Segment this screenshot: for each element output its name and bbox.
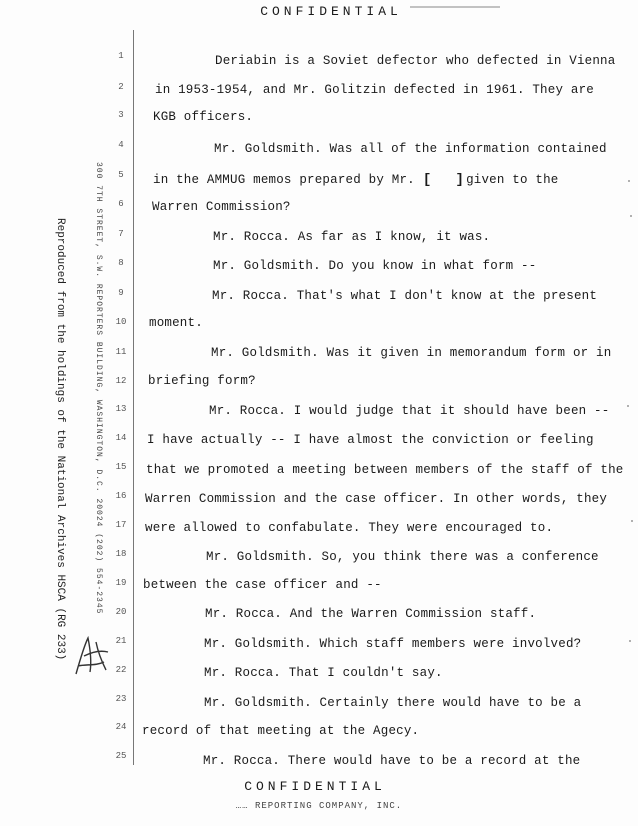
line-number: 15	[115, 462, 127, 472]
scan-speck	[629, 640, 631, 642]
line-number: 2	[118, 82, 124, 92]
line-number: 19	[115, 578, 127, 588]
line-number: 20	[115, 607, 127, 617]
transcript-line: Deriabin is a Soviet defector who defected in Vienna	[215, 54, 616, 68]
redaction-bracket-icon: [	[422, 172, 432, 188]
line-number: 25	[115, 751, 127, 761]
line-number: 24	[115, 722, 127, 732]
transcript-line: in 1953-1954, and Mr. Golitzin defected in 1961. They are	[155, 83, 594, 97]
transcript-line: Mr. Rocca. That's what I don't know at the present	[212, 289, 598, 303]
line-number: 23	[115, 694, 127, 704]
line-number: 13	[115, 404, 127, 414]
transcript-line: were allowed to confabulate. They were encouraged to.	[145, 521, 554, 535]
transcript-line: Mr. Goldsmith. So, you think there was a conference	[206, 550, 599, 564]
redaction-bracket-icon: ]	[455, 172, 465, 188]
line-number: 11	[115, 347, 127, 357]
scan-speck	[630, 215, 632, 217]
transcript-line: Warren Commission?	[152, 200, 291, 214]
transcript-line: KGB officers.	[153, 110, 254, 124]
line-number: 3	[118, 110, 124, 120]
scan-speck	[628, 180, 630, 182]
line-number: 17	[115, 520, 127, 530]
transcript-line: Mr. Rocca. As far as I know, it was.	[213, 230, 491, 244]
transcript-line: Mr. Rocca. There would have to be a record at the	[203, 754, 581, 768]
line-number: 9	[118, 288, 124, 298]
transcript-line: moment.	[149, 316, 203, 330]
line-number: 1	[118, 51, 124, 61]
confidential-footer: CONFIDENTIAL	[244, 779, 386, 794]
transcript-line: Mr. Goldsmith. Certainly there would have to be a	[204, 696, 582, 710]
line-number: 5	[118, 170, 124, 180]
transcript-line: Mr. Rocca. That I couldn't say.	[204, 666, 443, 680]
transcript-line: briefing form?	[148, 374, 256, 388]
transcript-line: Mr. Goldsmith. Was all of the information contained	[214, 142, 607, 156]
transcript-line: I have actually -- I have almost the conviction or feeling	[147, 433, 594, 447]
scan-speck	[627, 405, 629, 407]
transcript-line: between the case officer and --	[143, 578, 382, 592]
transcript-line-part: in the AMMUG memos prepared by Mr.	[153, 173, 415, 187]
line-number: 18	[115, 549, 127, 559]
line-number: 14	[115, 433, 127, 443]
reporter-address-caption: 300 7TH STREET, S.W. REPORTERS BUILDING, WASHINGTON, D.C. 20024 (202) 554-2345	[94, 162, 103, 615]
transcript-line-part: given to the	[466, 173, 559, 187]
line-number: 16	[115, 491, 127, 501]
line-number: 12	[115, 376, 127, 386]
reporting-company-footer: …… REPORTING COMPANY, INC.	[235, 801, 403, 811]
line-number: 6	[118, 199, 124, 209]
transcript-line: Mr. Rocca. And the Warren Commission staff.	[205, 607, 537, 621]
line-number: 10	[115, 317, 127, 327]
line-number: 22	[115, 665, 127, 675]
transcript-line: Mr. Goldsmith. Do you know in what form --	[213, 259, 537, 273]
handwritten-initials-icon	[70, 630, 114, 680]
line-number: 7	[118, 229, 124, 239]
line-number: 21	[115, 636, 127, 646]
transcript-line: Mr. Goldsmith. Which staff members were involved?	[204, 637, 582, 651]
transcript-line	[153, 172, 558, 188]
transcript-line: Warren Commission and the case officer. In other words, they	[145, 492, 608, 506]
scan-speck	[631, 520, 633, 522]
transcript-line: that we promoted a meeting between members of the staff of the	[146, 463, 624, 477]
line-number: 4	[118, 140, 124, 150]
transcript-line: record of that meeting at the Agecy.	[142, 724, 420, 738]
transcript-line: Mr. Rocca. I would judge that it should have been --	[209, 404, 610, 418]
transcript-line: Mr. Goldsmith. Was it given in memorandum form or in	[211, 346, 612, 360]
confidential-header: CONFIDENTIAL	[260, 4, 402, 19]
archive-reproduction-caption: Reproduced from the holdings of the National Archives HSCA (RG 233)	[54, 218, 66, 661]
line-number: 8	[118, 258, 124, 268]
margin-rule	[133, 30, 134, 765]
